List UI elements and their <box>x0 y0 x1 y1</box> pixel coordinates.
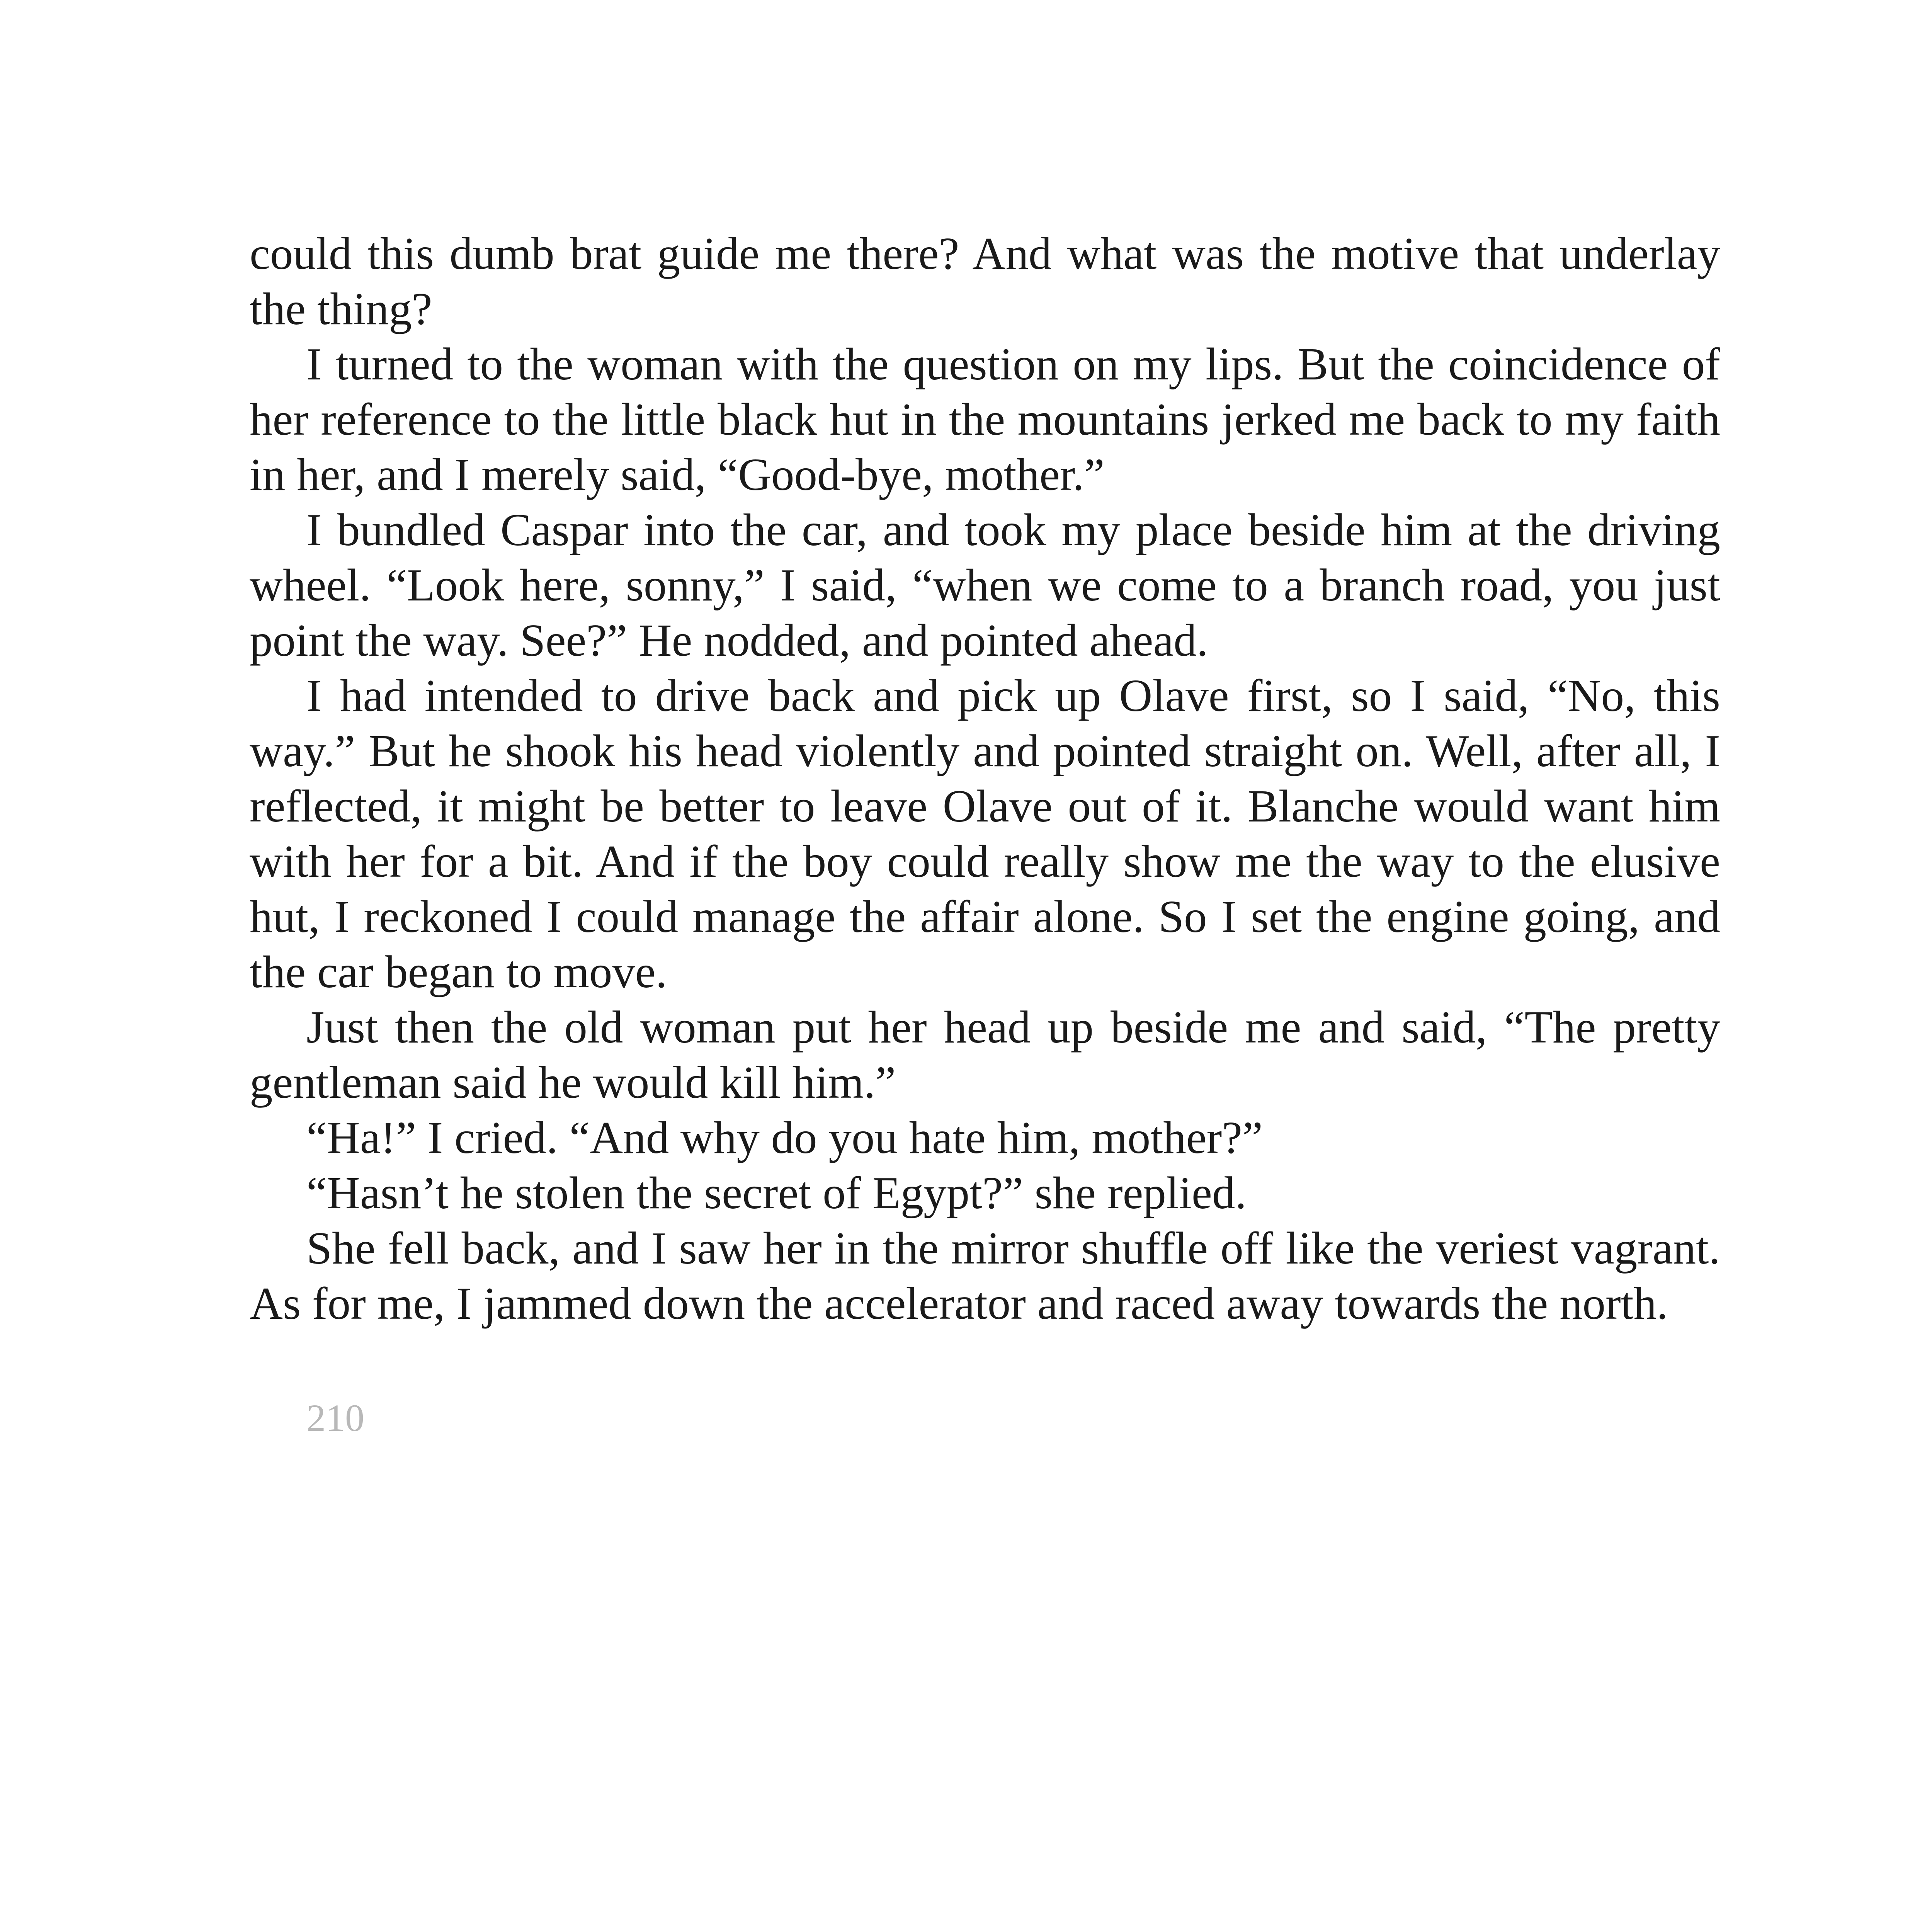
paragraph: I turned to the woman with the question on my lips. But the coincidence of her reference to the little black hut in the mountains jerked me back to my faith in her, and I merely said, “Good-bye, mother.” <box>250 338 1720 500</box>
paragraph: I had intended to drive back and pick up Olave first, so I said, “No, this way.” But he shook his head violently and pointed straight on. Well, after all, I reflected, it might be better to leave Olave out of it. Blanche would want him with her for a bit. And if the boy could really show me the way to the elusive hut, I reckoned I could manage the affair alone. So I set the engine going, and the car began to move. <box>250 670 1720 997</box>
page-number: 210 <box>306 1396 364 1439</box>
paragraph: could this dumb brat guide me there? And what was the motive that underlay the thing? <box>250 228 1720 334</box>
paragraph: She fell back, and I saw her in the mirror shuffle off like the veriest vagrant. As for me, I jammed down the accelerator and raced away towards the north. <box>250 1223 1720 1329</box>
body-text <box>250 226 1720 1331</box>
paragraph: “Ha!” I cried. “And why do you hate him, mother?” <box>306 1112 1263 1163</box>
paragraph: I bundled Caspar into the car, and took my place beside him at the driving wheel. “Look here, sonny,” I said, “when we come to a branch road, you just point the way. See?” He nodded, and pointed ahead. <box>250 504 1720 666</box>
paragraph: “Hasn’t he stolen the secret of Egypt?” she replied. <box>306 1167 1247 1218</box>
paragraph: Just then the old woman put her head up beside me and said, “The pretty gentleman said he would kill him.” <box>250 1002 1720 1108</box>
